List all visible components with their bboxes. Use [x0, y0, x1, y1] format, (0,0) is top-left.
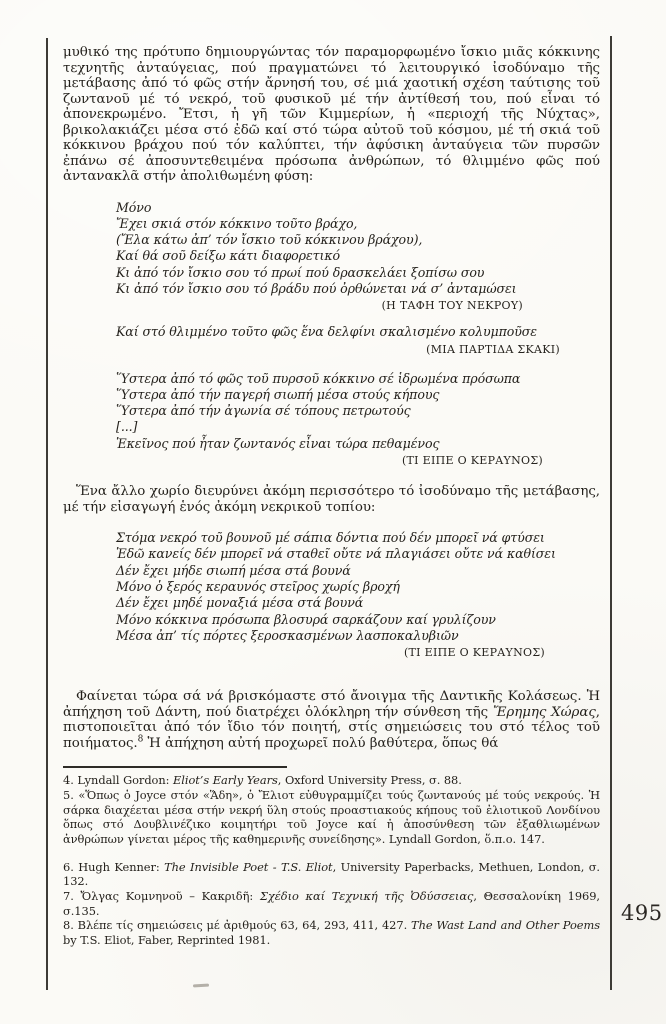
- cited-work-title: The Wast Land and Other Poems: [411, 918, 600, 933]
- poem-line: Ἐκεῖνος πού ἦταν ζωντανός εἶναι τώρα πεθαμένος: [116, 435, 440, 451]
- poem-attribution-2: (ΜΙΑ ΠΑΡΤΙΔΑ ΣΚΑΚΙ): [426, 342, 560, 356]
- poem-line: Στόμα νεκρό τοῦ βουνοῦ μέ σάπια δόντια πού δέν μπορεῖ νά φτύσει: [116, 530, 545, 546]
- text-segment: Ἡ ἀπήχηση αὐτή προχωρεῖ πολύ βαθύτερα, ὅπως θά: [143, 735, 499, 751]
- work-title-erimi-chora: Ἔρημης Χώρας: [492, 704, 596, 720]
- poem-line: Δέν ἔχει μήδε σιωπή μέσα στά βουνά: [116, 562, 351, 578]
- poem-line: Ἐδῶ κανείς δέν μπορεῖ νά σταθεῖ οὔτε νά πλαγιάσει οὔτε νά καθίσει: [116, 546, 556, 562]
- paragraph-main-1: μυθικό της πρότυπο δημιουργώντας τόν παραμορφωμένο ἴσκιο μιᾶς κόκκινης τεχνητῆς ἀνταύγειας, πού πραγματώνει τό λειτουργικό ἰσοδύναμο τῆς μετάβασης ἀπό τό φῶς στήν ἄρνησή του, σέ μιά χαοτική σχέση ταύτισης τοῦ ζωντανοῦ μέ τό νεκρό, τοῦ φυσικοῦ μέ τήν ἀντίθεσή του, πού εἶναι τό ἀπονεκρωμένο. Ἔτσι, ἡ γῆ τῶν Κιμμερίων, ἡ «περιοχή τῆς Νύχτας», βρικολακιάζει μέσα στό ἐδῶ καί στό τώρα αὐτοῦ τοῦ κόσμου, μέ τή σκιά τοῦ κόκκινου βράχου πού τόν καλύπτει, τήν ἀφύσικη ἀνταύγεια τῶν πυρσῶν ἐπάνω σέ ἀποσυντεθειμένα πρόσωπα ἀνθρώπων, τό θλιμμένο φῶς πού ἀντανακλᾶ στήν ἀπολιθωμένη φύση:: [63, 45, 600, 184]
- poem-line: Μόνο: [116, 199, 152, 215]
- poem-attribution-3: (ΤΙ ΕΙΠΕ Ο ΚΕΡΑΥΝΟΣ): [401, 454, 543, 468]
- footnote-5: [63, 788, 600, 847]
- text-segment: , Oxford University Press, σ. 88.: [277, 773, 462, 788]
- poem-quote-burial-of-the-dead: [116, 200, 600, 298]
- text-segment: by T.S. Eliot, Faber, Reprinted 1981.: [63, 933, 271, 948]
- text-segment: 4. Lyndall Gordon:: [63, 773, 174, 788]
- text-segment: , Θεσσαλονίκη 1969, σ.135.: [63, 889, 600, 918]
- page-number: 495: [621, 901, 663, 925]
- cited-work-title: Σχέδιο καί Τεχνική τῆς Ὀδύσσειας: [259, 889, 474, 904]
- right-margin-rule: [610, 36, 612, 990]
- poem-line: (Ἔλα κάτω ἀπ’ τόν ἴσκιο τοῦ κόκκινου βράχου),: [116, 232, 423, 248]
- paragraph-main-3: [63, 689, 600, 751]
- poem-line: [...]: [116, 419, 138, 435]
- left-margin-rule: [46, 38, 48, 990]
- poem-quote-what-the-thunder-said-1: [116, 371, 600, 452]
- text-segment: 7. Ὄλγας Κομνηνοῦ – Κακριδῆ:: [63, 889, 260, 904]
- text-segment: , University Paperbacks, Methuen, London, σ. 132.: [63, 859, 600, 889]
- page-content: [63, 45, 600, 948]
- poem-line: Ὕστερα ἀπό τό φῶς τοῦ πυρσοῦ κόκκινο σέ ἱδρωμένα πρόσωπα: [116, 370, 521, 386]
- footnote-ref-8: 8: [137, 734, 144, 745]
- footnote-7: [63, 889, 600, 918]
- scan-artifact: [193, 984, 209, 988]
- poem-line: Μέσα ἀπ’ τίς πόρτες ξεροσκασμένων λασποκαλυβιῶν: [116, 627, 459, 643]
- poem-line: Καί θά σοῦ δείξω κάτι διαφορετικό: [116, 248, 340, 264]
- poem-line: Κι ἀπό τόν ἴσκιο σου τό πρωί πού δρασκελάει ξοπίσω σου: [116, 264, 485, 280]
- text-segment: , πιστοποιεῖται ἀπό τόν ἴδιο τόν ποιητή, στίς σημειώσεις του στό τέλος τοῦ ποιήματος.: [63, 704, 600, 751]
- poem-line: Ἔχει σκιά στόν κόκκινο τοῦτο βράχο,: [116, 215, 358, 231]
- footnotes-block: [63, 773, 600, 948]
- paragraph-main-2: Ἕνα ἄλλο χωρίο διευρύνει ἀκόμη περισσότερο τό ἰσοδύναμο τῆς μετάβασης, μέ τήν εἰσαγωγή ἑνός ἀκόμη νεκρικοῦ τοπίου:: [63, 484, 600, 515]
- poem-line: Μόνο ὁ ξερός κεραυνός στεῖρος χωρίς βροχή: [116, 578, 400, 594]
- footnote-4: [63, 773, 600, 788]
- poem-line: Δέν ἔχει μηδέ μοναξιά μέσα στά βουνά: [116, 595, 364, 611]
- poem-line: Ὕστερα ἀπό τήν ἀγωνία σέ τόπους πετρωτούς: [116, 403, 411, 419]
- text-segment: 6. Hugh Kenner:: [63, 859, 165, 874]
- poem-line: Κι ἀπό τόν ἴσκιο σου τό βράδυ πού ὀρθώνεται νά σ’ ἀνταμώσει: [116, 280, 517, 296]
- footnote-6: [63, 860, 600, 889]
- poem-line: Ὕστερα ἀπό τήν παγερή σιωπή μέσα στούς κήπους: [116, 386, 440, 402]
- text-segment: 5. «Ὅπως ὁ Joyce στόν «Ἅδη», ὁ Ἔλιοτ εὐθυγραμμίζει τούς ζωντανούς μέ τούς νεκρούς. Ἡ σάρκα διαχέεται μέσα στήν νεκρή ὕλη στούς προαστιακούς κήπους τοῦ ἐλιοτικοῦ Λονδίνου ὅπως στό Δουβλινέζικο κοιμητήρι τοῦ Joyce καί ἡ ἀποσύνθεση τῶν ἐξαθλιωμένων ἀνθρώπων γίνεται μέρος τῆς καθημερινῆς συνείδησης». Lyndall Gordon, ὅ.π.ο. 147.: [63, 787, 600, 846]
- poem-attribution-4: (ΤΙ ΕΙΠΕ Ο ΚΕΡΑΥΝΟΣ): [403, 646, 545, 660]
- footnote-separator: [63, 766, 287, 768]
- footnote-8: [63, 918, 600, 947]
- poem-line: Μόνο κόκκινα πρόσωπα βλοσυρά σαρκάζουν καί γρυλίζουν: [116, 611, 496, 627]
- cited-work-title: The Invisible Poet - T.S. Eliot: [164, 859, 333, 874]
- poem-quote-game-of-chess: [116, 324, 600, 340]
- cited-work-title: Eliot’s Early Years: [173, 773, 278, 788]
- poem-quote-what-the-thunder-said-2: [116, 530, 600, 644]
- poem-attribution-1: (Η ΤΑΦΗ ΤΟΥ ΝΕΚΡΟΥ): [381, 299, 523, 313]
- poem-line: Καί στό θλιμμένο τοῦτο φῶς ἕνα δελφίνι σκαλισμένο κολυμποῦσε: [116, 324, 537, 340]
- text-segment: 8. Βλέπε τίς σημειώσεις μέ ἀριθμούς 63, 64, 293, 411, 427.: [63, 918, 412, 933]
- text-segment: Φαίνεται τώρα σά νά βρισκόμαστε στό ἄνοιγμα τῆς Δαντικῆς Κολάσεως. Ἡ ἀπήχηση τοῦ Δάντη, πού διατρέχει ὁλόκληρη τήν σύνθεση τῆς: [63, 689, 600, 720]
